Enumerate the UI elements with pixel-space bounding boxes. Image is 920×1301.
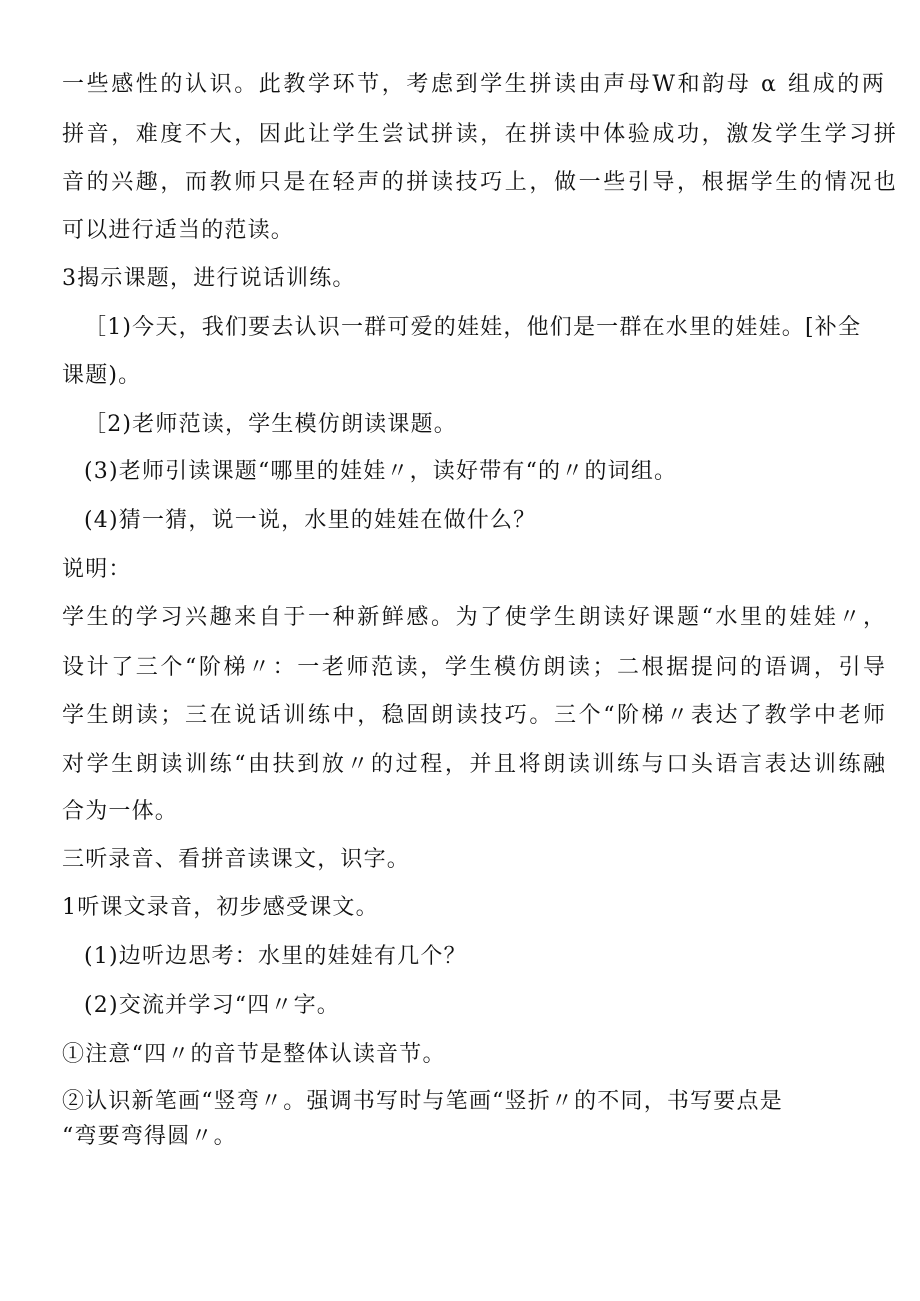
note-line-5: 合为一体。 <box>62 799 179 824</box>
circled-item-1: ①注意“四〃的音节是整体认读音节。 <box>62 1042 446 1067</box>
circled-item-2-continued: “弯要弯得圆〃。 <box>62 1124 237 1149</box>
text-line-1: 一些感性的认识。此教学环节，考虑到学生拼读由声母W和韵母 α 组成的两 <box>62 72 887 97</box>
list-item-4: (4)猜一猜，说一说，水里的娃娃在做什么？ <box>84 508 537 533</box>
note-line-3: 学生朗读；三在说话训练中，稳固朗读技巧。三个“阶梯〃表达了教学中老师 <box>62 703 888 728</box>
subsection-heading-1: 1听课文录音，初步感受课文。 <box>62 895 379 920</box>
text-line-3: 音的兴趣，而教师只是在轻声的拼读技巧上，做一些引导，根据学生的情况也 <box>62 170 899 195</box>
note-line-1: 学生的学习兴趣来自于一种新鲜感。为了使学生朗读好课题“水里的娃娃〃， <box>62 605 888 630</box>
text-line-7: 课题)。 <box>62 363 142 388</box>
text-line-2: 拼音，难度不大，因此让学生尝试拼读，在拼读中体验成功，激发学生学习拼 <box>62 122 899 147</box>
list-item-3: (3)老师引读课题“哪里的娃娃〃，读好带有“的〃的词组。 <box>84 459 678 484</box>
section-heading-three: 三听录音、看拼音读课文，识字。 <box>62 847 411 872</box>
list-item-5: (1)边听边思考：水里的娃娃有几个？ <box>84 944 467 969</box>
note-heading: 说明： <box>62 557 132 582</box>
list-item-2: ［2)老师范读，学生模仿朗读课题。 <box>84 412 457 437</box>
list-item-1: ［1)今天，我们要去认识一群可爱的娃娃，他们是一群在水里的娃娃。[补全 <box>84 315 862 340</box>
list-item-6: (2)交流并学习“四〃字。 <box>84 993 341 1018</box>
circled-item-2: ②认识新笔画“竖弯〃。强调书写时与笔画“竖折〃的不同，书写要点是 <box>62 1089 783 1114</box>
text-line-4: 可以进行适当的范读。 <box>62 218 295 243</box>
section-heading-3: 3揭示课题，进行说话训练。 <box>62 266 356 291</box>
note-line-2: 设计了三个“阶梯〃：一老师范读，学生模仿朗读；二根据提问的语调，引导 <box>62 655 888 680</box>
note-line-4: 对学生朗读训练“由扶到放〃的过程，并且将朗读训练与口头语言表达训练融 <box>62 752 888 777</box>
